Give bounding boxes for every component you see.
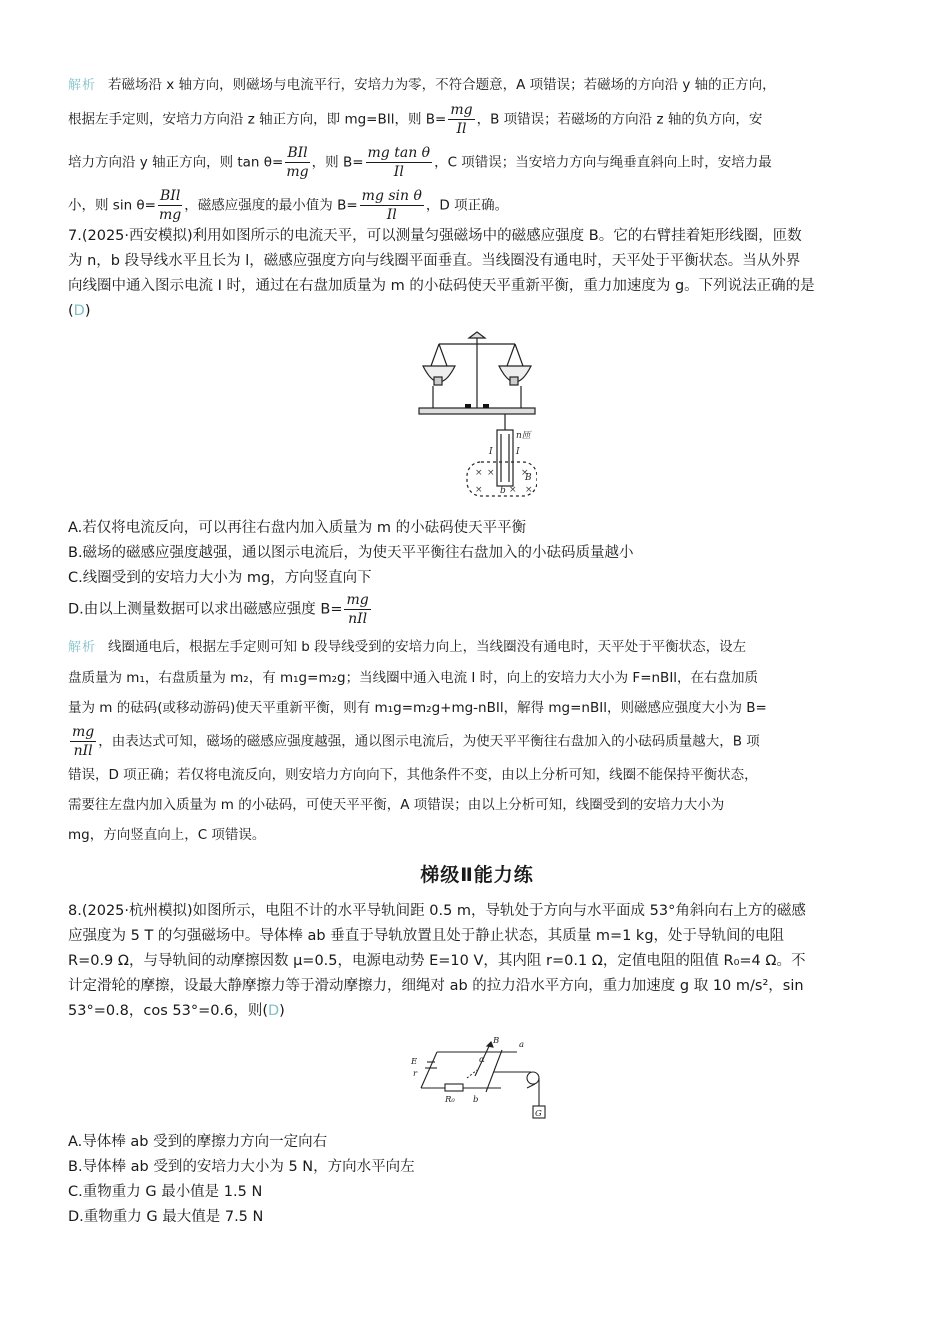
q8-option-c: C.重物重力 G 最小值是 1.5 N: [68, 1184, 263, 1200]
q7-answer: D: [73, 303, 85, 319]
fraction-BIl-over-mg-2: $\frac{\text{BIl}}{mg}$: [159, 188, 182, 223]
q7-analysis-label: 解析: [68, 640, 97, 655]
page: [68, 70, 886, 1230]
question-8: 8.(2025·杭州模拟)如图所示，电阻不计的水平导轨间距 0.5 m，导轨处于方向与水平面成 53°角斜向右上方的磁感 应强度为 5 T 的匀强磁场中。导体棒 ab 垂直于导轨放置且处于静止状态，其质量 m=1 kg，处于导轨间的电阻 R=0.9 Ω，与导轨间的动摩擦因数 μ=0.5，电源电动势 E=10 V，其内阻 r=0.1 Ω，定值电阻的阻值 R₀=4 Ω。不 计定滑轮的摩擦，设最大静摩擦力等于滑动摩擦力，细绳对 ab 的拉力沿水平方向，重力加速度 g 取 10 m/s²，sin 53°=0.8，cos 53°=0.6，则(D) B a α E r R₀ b G A.导体棒 ab 受到的摩擦力方向一定向右 B.导体棒 ab 受到的安培力大小为 5 N，方向水平向左 C.重物重力 G 最小值是 1.5 N D.重物重力 G 最大值是 7.5 N: [68, 899, 886, 1230]
fig8-a-label: a: [519, 1040, 525, 1050]
coil-turns-label: n匝: [516, 431, 531, 441]
segment-b-label: b: [500, 486, 506, 496]
q7-option-b: B.磁场的磁感应强度越强，通以图示电流后，为使天平平衡往右盘加入的小砝码质量越小: [68, 545, 634, 561]
prev-solution-line-4a: 小，则 sin θ=: [68, 197, 156, 214]
q7-stem-3: 向线圈中通入图示电流 I 时，通过在右盘加质量为 m 的小砝码使天平重新平衡，重力加速度为 g。下列说法正确的是: [68, 278, 815, 294]
q8-stem-4: 计定滑轮的摩擦，设最大静摩擦力等于滑动摩擦力，细绳对 ab 的拉力沿水平方向，重力加速度 g 取 10 m/s²，sin: [68, 978, 804, 994]
q8-stem-1: 8.(2025·杭州模拟)如图所示，电阻不计的水平导轨间距 0.5 m，导轨处于方向与水平面成 53°角斜向右上方的磁感: [68, 903, 806, 919]
q8-option-a: A.导体棒 ab 受到的摩擦力方向一定向右: [68, 1134, 328, 1150]
fig8-E-label: E: [411, 1057, 418, 1067]
analysis-label: 解析: [68, 78, 97, 93]
rail-circuit-figure: [407, 1032, 547, 1124]
prev-solution-line-1: 若磁场沿 x 轴方向，则磁场与电流平行，安培力为零，不符合题意，A 项错误；若磁场的方向沿 y 轴的正方向，: [108, 77, 776, 93]
svg-text:×: ×: [509, 485, 517, 495]
svg-text:×: ×: [521, 468, 529, 478]
question-7: 7.(2025·西安模拟)利用如图所示的电流天平，可以测量匀强磁场中的磁感应强度 B。它的右臂挂着矩形线圈，匝数 为 n，b 段导线水平且长为 l，磁感应强度方向与线圈平面垂直。当线圈没有通电时，天平处于平衡状态。当从外界 向线圈中通入图示电流 I 时，通过在右盘加质量为 m 的小砝码使天平重新平衡，重力加速度为 g。下列说法正确的是 (D) n匝 I I b B × × × × × × A.若仅将电流反向，可以再往右盘内加入质量为 m 的小砝码使天平平衡 B.磁场的磁感应强度越强，通以图示电流后，为使天平平衡往右盘加入的小砝码质量越小 C.线圈受到的安培力大小为 mg，方向竖直向下 D.由以上测量数据可以求出磁感应强度 B= $\frac{mg}{\text{nIl}}$ 解析 线圈通电后，根据左手定则可知 b 段导线受到的安培力向上，当线圈没有通电时，天平处于平衡状态，设左 盘质量为 m₁，右盘质量为 m₂，有 m₁g=m₂g；当线圈中通入电流 I 时，向上的安培力大小为 F=nBIl，在右盘加质 量为 m 的砝码(或移动游码)使天平重新平衡，则有 m₁g=m₂g+mg-nBIl，解得 mg=nBIl，则磁感应强度大小为 B= $\frac{mg}{\text{nIl}}$ ，由表达式可知，磁场的磁感应强度越强，通以图示电流后，为使天平平衡往右盘加入的小砝码质量越大，B 项 错误，D 项正确；若仅将电流反向，则安培力方向向下，其他条件不变，由以上分析可知，线圈不能保持平衡状态， 需要往左盘内加入质量为 m 的小砝码，可使天平平衡，A 项错误；由以上分析可知，线圈受到的安培力大小为 mg，方向竖直向上，C 项错误。: [68, 224, 886, 850]
svg-text:×: ×: [475, 468, 483, 478]
prev-solution: [68, 70, 886, 224]
prev-solution-line-3c: ，C 项错误；当安培力方向与绳垂直斜向上时，安培力最: [434, 154, 772, 171]
q8-option-b: B.导体棒 ab 受到的安培力大小为 5 N，方向水平向左: [68, 1159, 415, 1175]
q7-option-c: C.线圈受到的安培力大小为 mg，方向竖直向下: [68, 570, 372, 586]
q8-option-d: D.重物重力 G 最大值是 7.5 N: [68, 1209, 264, 1225]
q7-solution: 解析 线圈通电后，根据左手定则可知 b 段导线受到的安培力向上，当线圈没有通电时，天平处于平衡状态，设左 盘质量为 m₁，右盘质量为 m₂，有 m₁g=m₂g；当线圈中通入电流 I 时，向上的安培力大小为 F=nBIl，在右盘加质 量为 m 的砝码(或移动游码)使天平重新平衡，则有 m₁g=m₂g+mg-nBIl，解得 mg=nBIl，则磁感应强度大小为 B= $\frac{mg}{\text{nIl}}$ ，由表达式可知，磁场的磁感应强度越强，通以图示电流后，为使天平平衡往右盘加入的小砝码质量越大，B 项 错误，D 项正确；若仅将电流反向，则安培力方向向下，其他条件不变，由以上分析可知，线圈不能保持平衡状态， 需要往左盘内加入质量为 m 的小砝码，可使天平平衡，A 项错误；由以上分析可知，线圈受到的安培力大小为 mg，方向竖直向上，C 项错误。: [68, 639, 767, 843]
q7-option-a: A.若仅将电流反向，可以再往右盘内加入质量为 m 的小砝码使天平平衡: [68, 520, 527, 536]
q8-stem-2: 应强度为 5 T 的匀强磁场中。导体棒 ab 垂直于导轨放置且处于静止状态，其质量 m=1 kg，处于导轨间的电阻: [68, 928, 785, 944]
q8-stem-5: 53°=0.8，cos 53°=0.6，则: [68, 1003, 263, 1019]
fraction-mg-over-nIl-2: $\frac{mg}{\text{nIl}}$: [72, 724, 95, 759]
fraction-mgsin-over-Il: $\frac{\text{mg sin θ}}{Il}$: [361, 188, 422, 223]
q8-answer: D: [268, 1003, 280, 1019]
fig8-r-label: r: [413, 1069, 418, 1079]
prev-solution-line-3b: ，则 B=: [311, 154, 364, 171]
q8-stem-3: R=0.9 Ω，与导轨间的动摩擦因数 μ=0.5，电源电动势 E=10 V，其内阻 r=0.1 Ω，定值电阻的阻值 R₀=4 Ω。不: [68, 953, 806, 969]
fraction-mg-over-nIl: $\frac{mg}{\text{nIl}}$: [346, 592, 369, 627]
fig8-b-label: b: [473, 1095, 479, 1105]
prev-solution-line-4b: ，磁感应强度的最小值为 B=: [184, 197, 358, 214]
current-left-label: I: [489, 447, 493, 457]
svg-text:×: ×: [487, 468, 495, 478]
fraction-BIl-over-mg: $\frac{\text{BIl}}{mg}$: [286, 145, 309, 180]
svg-text:×: ×: [525, 485, 533, 495]
prev-solution-line-3a: 培力方向沿 y 轴正方向，则 tan θ=: [68, 154, 284, 171]
fig8-B-label: B: [493, 1036, 500, 1046]
current-right-label: I: [516, 447, 520, 457]
prev-solution-line-2a: 根据左手定则，安培力方向沿 z 轴正方向，即 mg=BIl，则 B=: [68, 111, 447, 128]
fraction-mg-over-Il: $\frac{mg}{Il}$: [450, 102, 473, 137]
fig8-G-label: G: [535, 1109, 542, 1119]
prev-solution-line-2b: ，B 项错误；若磁场的方向沿 z 轴的负方向，安: [476, 111, 763, 128]
q7-stem-1: 7.(2025·西安模拟)利用如图所示的电流天平，可以测量匀强磁场中的磁感应强度 B。它的右臂挂着矩形线圈，匝数: [68, 228, 802, 244]
field-B-label: B: [525, 473, 532, 483]
fig8-R0-label: R₀: [445, 1095, 455, 1105]
q7-option-d: D.由以上测量数据可以求出磁感应强度 B=: [68, 601, 343, 618]
section-heading: 梯级Ⅱ能力练: [420, 864, 534, 886]
current-balance-figure: [417, 330, 537, 510]
fig8-alpha-label: α: [479, 1055, 485, 1065]
q7-stem-2: 为 n，b 段导线水平且长为 l，磁感应强度方向与线圈平面垂直。当线圈没有通电时，天平处于平衡状态。当从外界: [68, 253, 801, 269]
fraction-mgtan-over-Il: $\frac{\text{mg tan θ}}{Il}$: [367, 145, 431, 180]
prev-solution-line-4c: ，D 项正确。: [425, 197, 509, 214]
svg-text:×: ×: [475, 485, 483, 495]
